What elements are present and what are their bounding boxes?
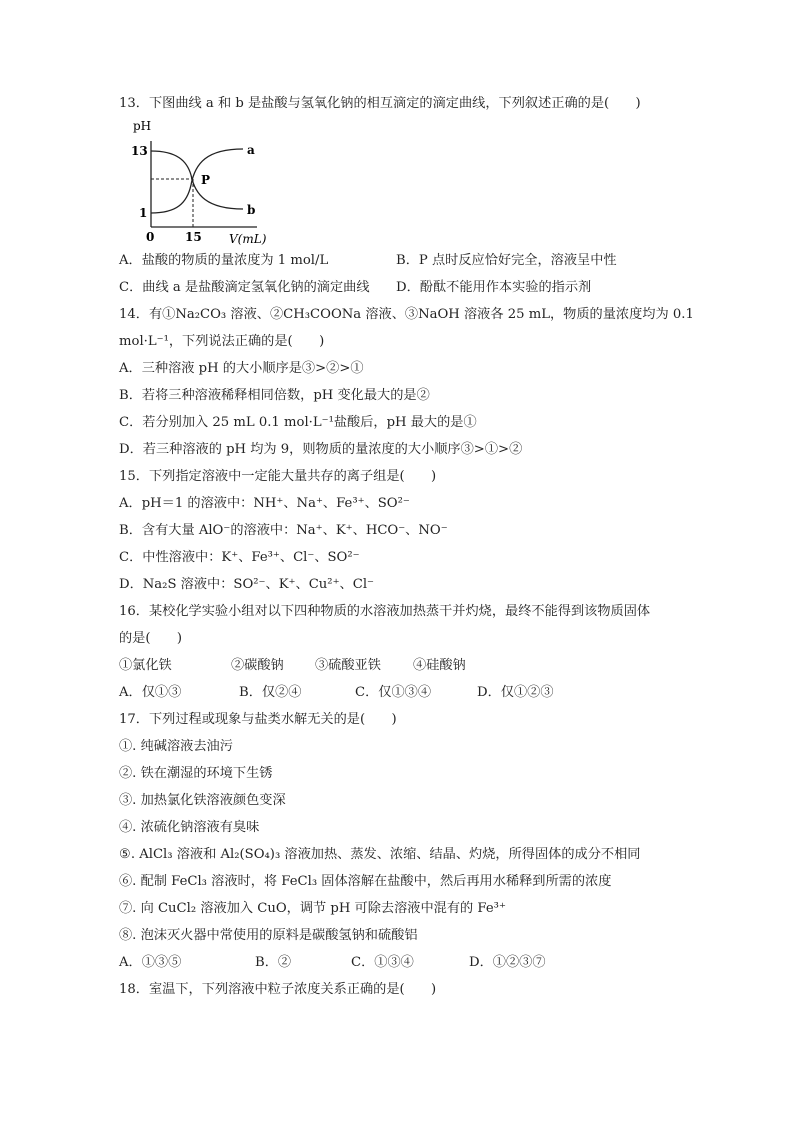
x-axis-label: V(mL)	[229, 232, 267, 245]
curve-a-label: a	[247, 143, 255, 157]
y-tick-13: 13	[131, 144, 148, 158]
exam-page	[119, 90, 694, 1003]
q13-graph	[119, 117, 679, 247]
q17-option-b[interactable]: B．②	[255, 955, 292, 970]
q16-stem-line2: 的是( )	[119, 631, 183, 646]
q13-option-b[interactable]: B．P 点时反应恰好完全，溶液呈中性	[396, 253, 617, 268]
q16-option-d[interactable]: D．仅①②③	[477, 685, 554, 700]
q17-item-3: ③. 加热氯化铁溶液颜色变深	[119, 793, 286, 808]
q17-stem: 17．下列过程或现象与盐类水解无关的是( )	[119, 712, 397, 727]
q16-item-4: ④硅酸钠	[413, 658, 466, 673]
q18-stem: 18．室温下，下列溶液中粒子浓度关系正确的是( )	[119, 982, 437, 997]
q16-option-a[interactable]: A．仅①③	[119, 685, 182, 700]
y-tick-1: 1	[139, 206, 148, 220]
q15-option-c[interactable]: C．中性溶液中：K⁺、Fe³⁺、Cl⁻、SO²⁻	[119, 550, 360, 565]
q16-item-2: ②碳酸钠	[231, 658, 284, 673]
q15-option-d[interactable]: D．Na₂S 溶液中：SO²⁻、K⁺、Cu²⁺、Cl⁻	[119, 577, 374, 592]
q14-option-a[interactable]: A．三种溶液 pH 的大小顺序是③>②>①	[119, 361, 364, 376]
q17-item-1: ①. 纯碱溶液去油污	[119, 739, 233, 754]
q17-item-5: ⑤. AlCl₃ 溶液和 Al₂(SO₄)₃ 溶液加热、蒸发、浓缩、结晶、灼烧，所得固体的成分不相同	[119, 847, 641, 862]
q17-options-row	[119, 949, 679, 976]
q17-item-2: ②. 铁在潮湿的环境下生锈	[119, 766, 273, 781]
q16-option-b[interactable]: B．仅②④	[239, 685, 302, 700]
q14-option-c[interactable]: C．若分别加入 25 mL 0.1 mol·L⁻¹盐酸后，pH 最大的是①	[119, 415, 477, 430]
q13-stem: 13．下图曲线 a 和 b 是盐酸与氢氧化钠的相互滴定的滴定曲线，下列叙述正确的是( )	[119, 96, 641, 111]
q17-item-7: ⑦. 向 CuCl₂ 溶液加入 CuO，调节 pH 可除去溶液中混有的 Fe³⁺	[119, 901, 506, 916]
y-axis-label: pH	[133, 119, 152, 133]
q17-option-a[interactable]: A．①③⑤	[119, 955, 182, 970]
q13-option-d[interactable]: D．酚酞不能用作本实验的指示剂	[396, 280, 592, 295]
q14-stem-line1: 14．有①Na₂CO₃ 溶液、②CH₃COONa 溶液、③NaOH 溶液各 25 mL，物质的量浓度均为 0.1	[119, 307, 694, 322]
q13-option-c[interactable]: C．曲线 a 是盐酸滴定氢氧化钠的滴定曲线	[119, 280, 370, 295]
q16-item-3: ③硫酸亚铁	[315, 658, 381, 673]
q17-item-6: ⑥. 配制 FeCl₃ 溶液时，将 FeCl₃ 固体溶解在盐酸中，然后再用水稀释到所需的浓度	[119, 874, 612, 889]
q15-option-b[interactable]: B．含有大量 AlO⁻的溶液中：Na⁺、K⁺、HCO⁻、NO⁻	[119, 523, 448, 538]
q13-options-row2	[119, 274, 679, 301]
q14-option-b[interactable]: B．若将三种溶液稀释相同倍数，pH 变化最大的是②	[119, 388, 430, 403]
x-tick-15: 15	[185, 230, 202, 244]
q15-stem: 15．下列指定溶液中一定能大量共存的离子组是( )	[119, 469, 437, 484]
q14-option-d[interactable]: D．若三种溶液的 pH 均为 9，则物质的量浓度的大小顺序③>①>②	[119, 442, 523, 457]
q13-options-row1	[119, 247, 679, 274]
q16-items-row	[119, 652, 679, 679]
q17-option-d[interactable]: D．①②③⑦	[469, 955, 546, 970]
x-tick-0: 0	[146, 230, 155, 244]
q16-item-1: ①氯化铁	[119, 658, 172, 673]
point-p-label: P	[201, 173, 211, 187]
q15-option-a[interactable]: A．pH＝1 的溶液中：NH⁺、Na⁺、Fe³⁺、SO²⁻	[119, 496, 410, 511]
q17-option-c[interactable]: C．①③④	[351, 955, 414, 970]
q14-stem-line2: mol·L⁻¹，下列说法正确的是( )	[119, 334, 325, 349]
curve-b-label: b	[247, 203, 256, 217]
q16-stem-line1: 16．某校化学实验小组对以下四种物质的水溶液加热蒸干并灼烧，最终不能得到该物质固体	[119, 604, 651, 619]
curve-b-line	[151, 151, 243, 209]
q13-option-a[interactable]: A．盐酸的物质的量浓度为 1 mol/L	[119, 253, 329, 268]
curve-a-line	[151, 149, 243, 213]
q16-option-c[interactable]: C．仅①③④	[355, 685, 432, 700]
q16-options-row	[119, 679, 679, 706]
q17-item-4: ④. 浓硫化钠溶液有臭味	[119, 820, 260, 835]
q17-item-8: ⑧. 泡沫灭火器中常使用的原料是碳酸氢钠和硫酸铝	[119, 928, 418, 943]
